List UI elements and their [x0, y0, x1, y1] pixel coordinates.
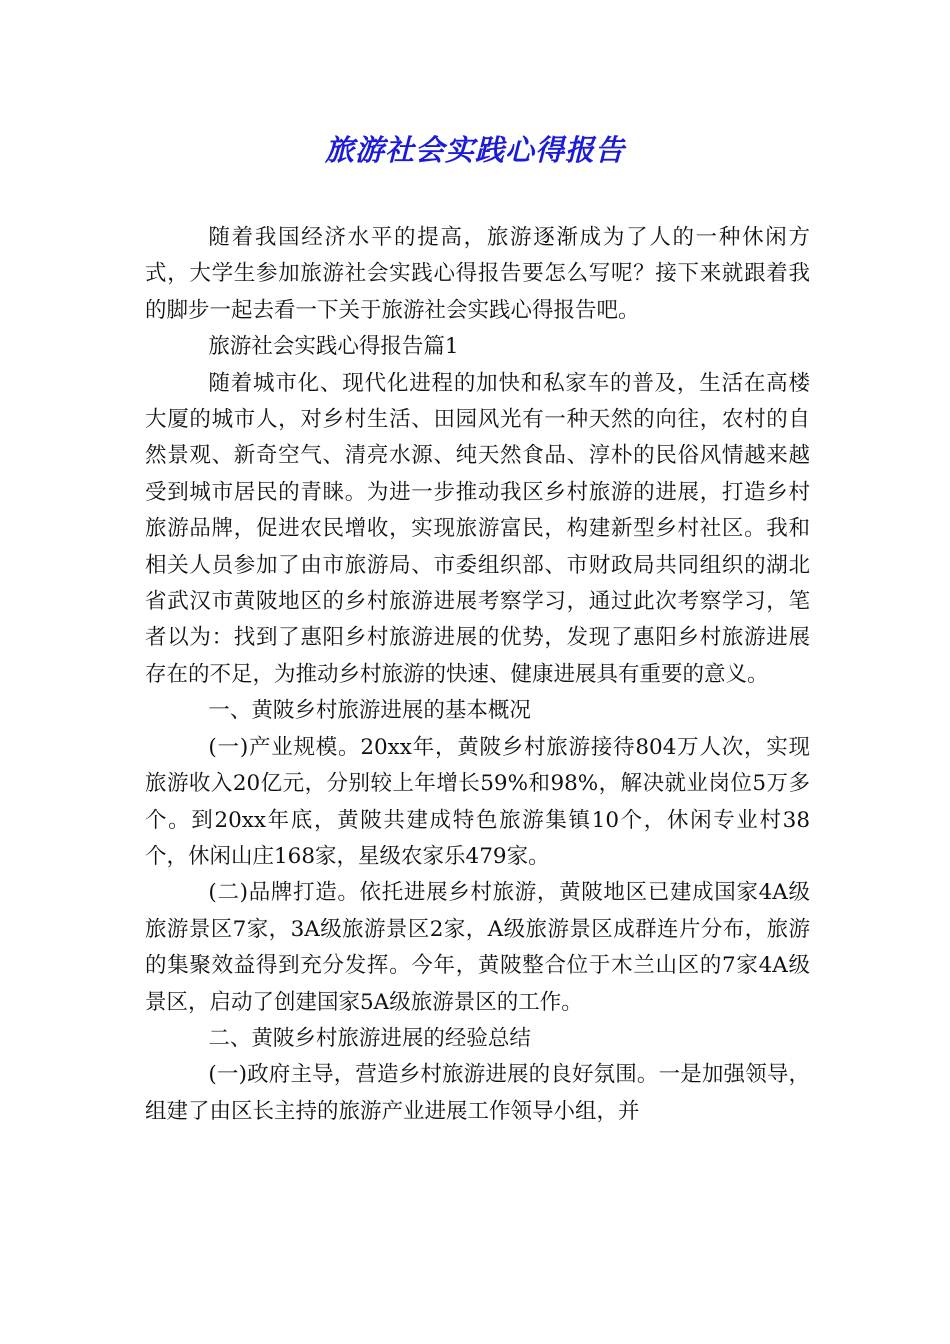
- paragraph-brand-building: (二)品牌打造。依托进展乡村旅游，黄陂地区已建成国家4A级旅游景区7家，3A级旅游景区2家，A级旅游景区成群连片分布，旅游的集聚效益得到充分发挥。今年，黄陂整合位于木兰山区的7家4A级景区，启动了创建国家5A级旅游景区的工作。: [145, 880, 810, 1015]
- section-heading-part1: 旅游社会实践心得报告篇1: [208, 334, 459, 360]
- paragraph-background: 随着城市化、现代化进程的加快和私家车的普及，生活在高楼大厦的城市人，对乡村生活、田园风光有一种天然的向往，农村的自然景观、新奇空气、清亮水源、纯天然食品、淳朴的民俗风情越来越受到城市居民的青睐。为进一步推动我区乡村旅游的进展，打造乡村旅游品牌，促进农民增收，实现旅游富民，构建新型乡村社区。我和相关人员参加了由市旅游局、市委组织部、市财政局共同组织的湖北省武汉市黄陂地区的乡村旅游进展考察学习，通过此次考察学习，笔者以为：找到了惠阳乡村旅游进展的优势，发现了惠阳乡村旅游进展存在的不足，为推动乡村旅游的快速、健康进展具有重要的意义。: [145, 370, 810, 687]
- paragraph-industry-scale: (一)产业规模。20xx年，黄陂乡村旅游接待804万人次，实现旅游收入20亿元，分别较上年增长59%和98%，解决就业岗位5万多个。到20xx年底，黄陂共建成特色旅游集镇10个，休闲专业村38个，休闲山庄168家，星级农家乐479家。: [145, 734, 810, 869]
- document-title: 旅游社会实践心得报告: [324, 133, 625, 167]
- paragraph-intro: 随着我国经济水平的提高，旅游逐渐成为了人的一种休闲方式，大学生参加旅游社会实践心得报告要怎么写呢？接下来就跟着我的脚步一起去看一下关于旅游社会实践心得报告吧。: [145, 225, 810, 323]
- section-heading-overview: 一、黄陂乡村旅游进展的基本概况: [208, 698, 531, 724]
- paragraph-government-led: (一)政府主导，营造乡村旅游进展的良好氛围。一是加强领导，组建了由区长主持的旅游产业进展工作领导小组，并: [145, 1062, 810, 1124]
- section-heading-experience: 二、黄陂乡村旅游进展的经验总结: [208, 1025, 531, 1051]
- document-body: [145, 220, 810, 1130]
